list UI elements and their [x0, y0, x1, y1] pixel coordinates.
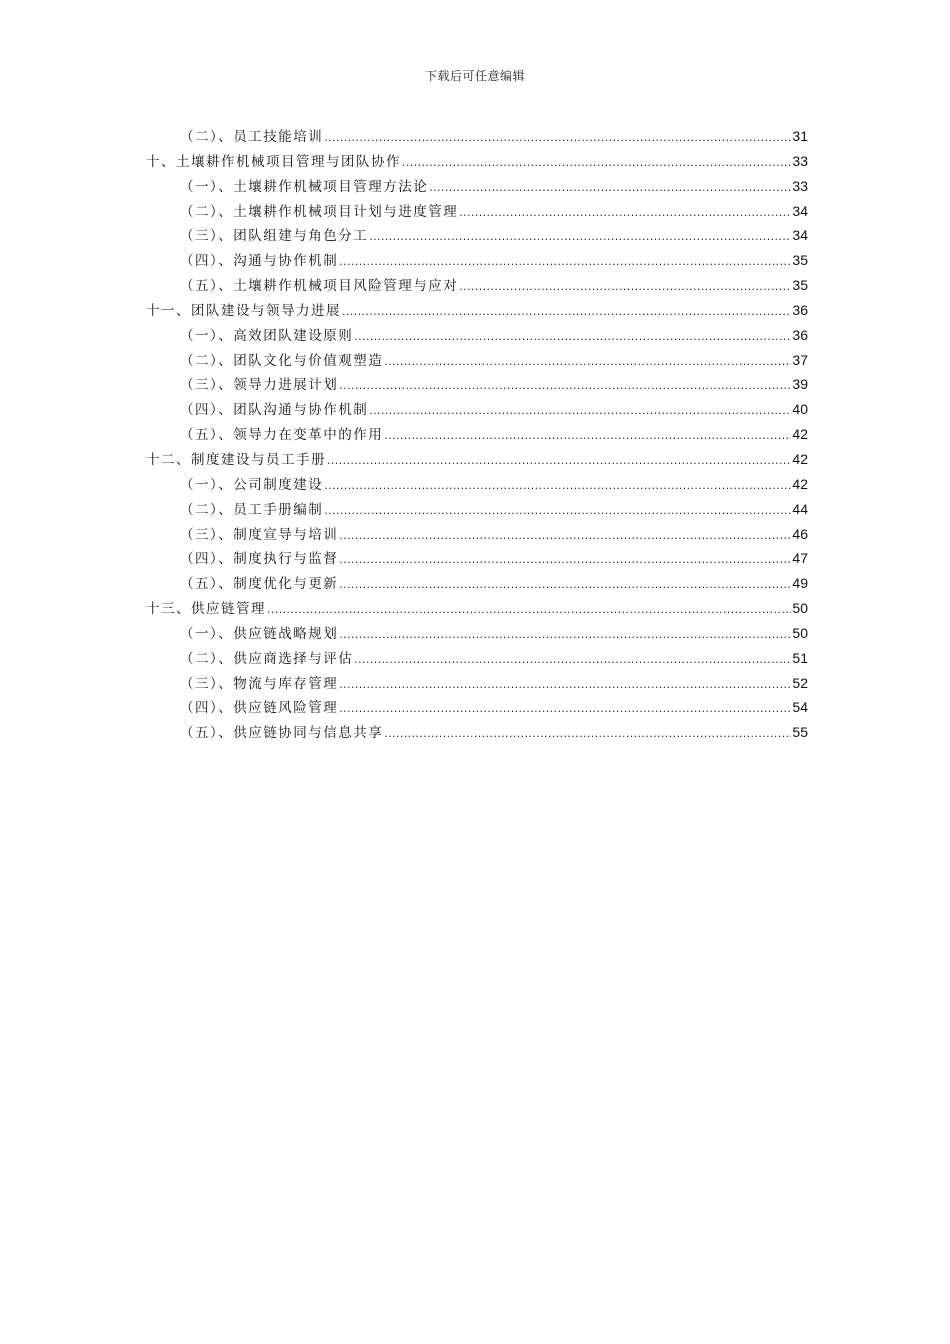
toc-leader-dots: [429, 181, 791, 194]
toc-entry-title: （四）、沟通与协作机制: [180, 253, 339, 270]
toc-entry-title: （五）、土壤耕作机械项目风险管理与应对: [180, 278, 459, 295]
toc-entry[interactable]: [146, 224, 808, 249]
toc-entry-title: 十二、制度建设与员工手册: [146, 451, 326, 468]
toc-leader-dots: [324, 479, 791, 492]
toc-entry-page: 52: [792, 674, 808, 691]
toc-entry[interactable]: [146, 572, 808, 597]
toc-entry[interactable]: [146, 249, 808, 274]
toc-entry-page: 31: [792, 128, 808, 144]
toc-entry[interactable]: [146, 696, 808, 721]
toc-entry[interactable]: [146, 597, 808, 622]
toc-entry-page: 46: [792, 525, 808, 542]
toc-entry-title: （四）、团队沟通与协作机制: [180, 402, 369, 419]
toc-entry[interactable]: [146, 324, 808, 349]
toc-entry-page: 44: [792, 500, 808, 517]
toc-leader-dots: [354, 653, 791, 666]
toc-entry-title: （五）、供应链协同与信息共享: [180, 725, 384, 742]
toc-entry[interactable]: [146, 398, 808, 423]
toc-entry-title: （五）、制度优化与更新: [180, 576, 339, 593]
toc-entry-title: （一）、供应链战略规划: [180, 625, 339, 642]
toc-entry[interactable]: [146, 473, 808, 498]
toc-entry-page: 51: [792, 649, 808, 666]
toc-entry-page: 36: [792, 326, 808, 343]
toc-entry-page: 35: [792, 277, 808, 294]
toc-entry-title: （三）、领导力进展计划: [180, 377, 339, 394]
toc-leader-dots: [267, 603, 791, 616]
toc-entry-page: 35: [792, 252, 808, 269]
toc-leader-dots: [369, 404, 791, 417]
toc-entry[interactable]: [146, 622, 808, 647]
toc-entry[interactable]: [146, 647, 808, 672]
toc-entry-title: （三）、制度宣导与培训: [180, 526, 339, 543]
toc-leader-dots: [339, 553, 791, 566]
toc-entry-title: （一）、高效团队建设原则: [180, 327, 354, 344]
toc-entry[interactable]: [146, 175, 808, 200]
toc-entry[interactable]: [146, 349, 808, 374]
toc-leader-dots: [402, 156, 791, 169]
table-of-contents: [146, 125, 808, 746]
toc-leader-dots: [342, 305, 791, 318]
toc-entry-page: 50: [792, 600, 808, 617]
toc-entry-page: 55: [792, 724, 808, 741]
toc-entry-title: （二）、供应商选择与评估: [180, 650, 354, 667]
toc-entry-page: 37: [792, 351, 808, 368]
toc-leader-dots: [459, 280, 791, 293]
toc-entry-page: 54: [792, 699, 808, 716]
toc-entry[interactable]: [146, 721, 808, 746]
toc-entry-page: 47: [792, 550, 808, 567]
toc-entry-title: （四）、制度执行与监督: [180, 551, 339, 568]
toc-entry-title: （四）、供应链风险管理: [180, 700, 339, 717]
toc-entry-page: 33: [792, 152, 808, 169]
toc-leader-dots: [339, 255, 791, 268]
toc-entry[interactable]: [146, 423, 808, 448]
toc-entry-title: 十一、团队建设与领导力进展: [146, 302, 341, 319]
toc-entry-title: （三）、物流与库存管理: [180, 675, 339, 692]
toc-entry-title: （二）、团队文化与价值观塑造: [180, 352, 384, 369]
toc-entry-page: 42: [792, 475, 808, 492]
toc-entry-title: （一）、土壤耕作机械项目管理方法论: [180, 178, 429, 195]
toc-entry[interactable]: [146, 200, 808, 225]
toc-leader-dots: [354, 330, 791, 343]
toc-leader-dots: [339, 628, 791, 641]
toc-leader-dots: [459, 206, 791, 219]
toc-leader-dots: [384, 727, 791, 740]
toc-leader-dots: [324, 504, 791, 517]
toc-leader-dots: [324, 131, 791, 144]
toc-entry-title: （二）、员工技能培训: [180, 129, 324, 145]
toc-entry-title: 十三、供应链管理: [146, 601, 266, 618]
toc-entry-page: 50: [792, 624, 808, 641]
toc-entry[interactable]: [146, 448, 808, 473]
toc-entry[interactable]: [146, 547, 808, 572]
toc-entry-title: （一）、公司制度建设: [180, 476, 324, 493]
toc-leader-dots: [339, 529, 791, 542]
toc-entry-page: 33: [792, 177, 808, 194]
toc-entry[interactable]: [146, 150, 808, 175]
toc-leader-dots: [339, 702, 791, 715]
toc-entry-page: 34: [792, 202, 808, 219]
toc-leader-dots: [327, 454, 791, 467]
toc-entry[interactable]: [146, 125, 808, 150]
toc-entry[interactable]: [146, 672, 808, 697]
toc-leader-dots: [339, 379, 791, 392]
toc-entry-title: （二）、员工手册编制: [180, 501, 324, 518]
toc-entry-page: 39: [792, 376, 808, 393]
toc-entry[interactable]: [146, 523, 808, 548]
toc-entry-title: （二）、土壤耕作机械项目计划与进度管理: [180, 203, 459, 220]
toc-entry-title: （五）、领导力在变革中的作用: [180, 427, 384, 444]
toc-leader-dots: [339, 578, 791, 591]
toc-leader-dots: [369, 230, 791, 243]
toc-entry-title: （三）、团队组建与角色分工: [180, 228, 369, 245]
toc-entry-page: 49: [792, 575, 808, 592]
toc-entry[interactable]: [146, 498, 808, 523]
toc-entry[interactable]: [146, 299, 808, 324]
toc-entry-title: 十、土壤耕作机械项目管理与团队协作: [146, 153, 401, 170]
toc-entry-page: 40: [792, 401, 808, 418]
toc-entry-page: 34: [792, 227, 808, 244]
toc-leader-dots: [384, 355, 791, 368]
toc-entry-page: 42: [792, 426, 808, 443]
page-header: 下载后可任意编辑: [424, 69, 525, 83]
toc-leader-dots: [339, 678, 791, 691]
toc-entry-page: 42: [792, 450, 808, 467]
toc-leader-dots: [384, 429, 791, 442]
toc-entry-page: 36: [792, 301, 808, 318]
toc-entry[interactable]: [146, 373, 808, 398]
toc-entry[interactable]: [146, 274, 808, 299]
